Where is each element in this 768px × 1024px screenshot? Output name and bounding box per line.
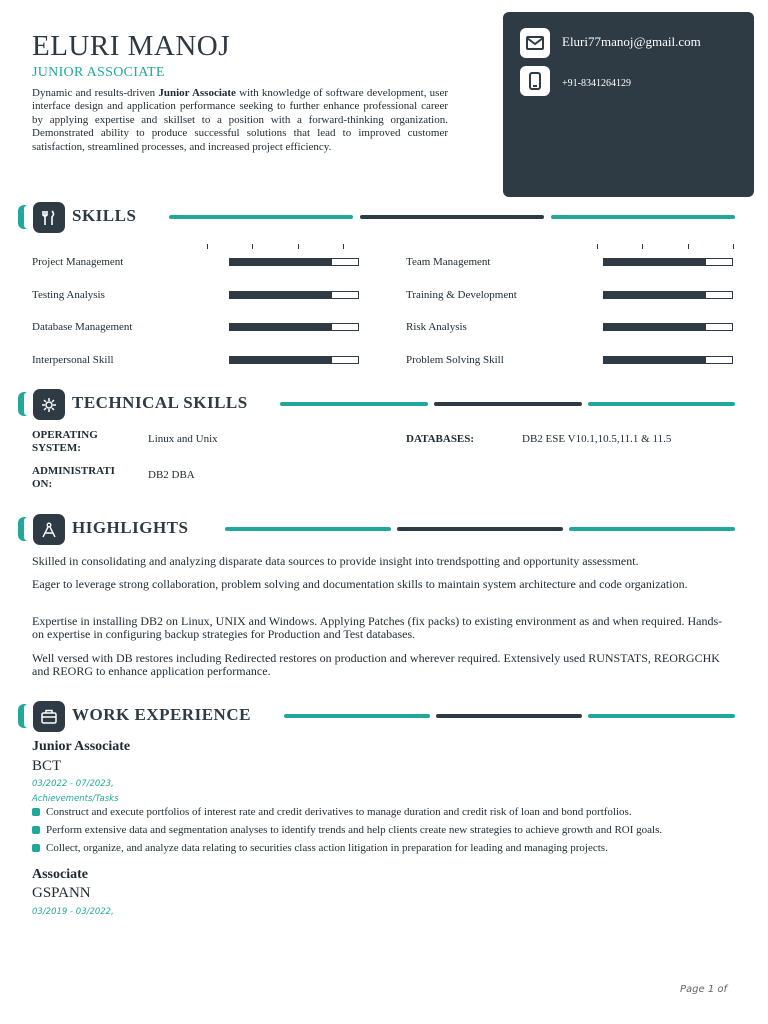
section-title-technical-skills: TECHNICAL SKILLS [72, 393, 248, 412]
skill-label: Database Management [32, 321, 133, 333]
skill-meter [603, 323, 733, 331]
skill-meter-fill [604, 324, 706, 330]
scale-tick [207, 244, 208, 249]
profile-summary [32, 87, 448, 154]
tech-value-administration: DB2 DBA [148, 469, 195, 481]
skill-meter-fill [230, 259, 332, 265]
tech-value-databases: DB2 ESE V10.1,10.5,11.1 & 11.5 [522, 433, 672, 445]
skill-label: Testing Analysis [32, 289, 105, 301]
scale-tick [642, 244, 643, 249]
candidate-role: JUNIOR ASSOCIATE [32, 65, 165, 80]
skill-meter-fill [604, 292, 706, 298]
section-rule [588, 402, 735, 406]
skill-label: Team Management [406, 256, 491, 268]
highlight-item: Skilled in consolidating and analyzing disparate data sources to provide insight into trendspotting and opportunity assessment. [32, 554, 639, 568]
skill-meter-fill [604, 357, 706, 363]
skill-meter [229, 258, 359, 266]
highlights-section-header [18, 512, 738, 546]
scale-tick [597, 244, 598, 249]
gear-icon [33, 389, 65, 420]
skill-meter [603, 258, 733, 266]
section-rule [360, 215, 544, 219]
section-rule [551, 215, 735, 219]
scale-tick [688, 244, 689, 249]
section-rule [284, 714, 430, 718]
skill-meter [229, 323, 359, 331]
phone-number[interactable]: +91-8341264129 [562, 78, 631, 89]
summary-role-emphasis: Junior Associate [158, 87, 236, 99]
tech-label-administration [32, 465, 115, 491]
skill-meter-fill [230, 357, 332, 363]
job-title: Junior Associate [32, 739, 131, 754]
company-name: BCT [32, 758, 62, 774]
candidate-name: ELURI MANOJ [32, 30, 231, 62]
scale-tick [252, 244, 253, 249]
section-rule [280, 402, 428, 406]
scale-tick [733, 244, 734, 249]
work-experience-section-header [18, 699, 738, 733]
section-rule [588, 714, 735, 718]
skill-label: Risk Analysis [406, 321, 467, 333]
highlight-item: Expertise in installing DB2 on Linux, UNIX and Windows. Applying Patches (fix packs) to existing environment as and when required. Hands-on expertise in configuring backup strategies for Production and Test databases. [32, 614, 723, 641]
highlight-item: Well versed with DB restores including Redirected restores on production and wherever required. Extensively used RUNSTATS, REORGCHK and REORG to enhance application performance. [32, 651, 720, 678]
summary-end: with knowledge of software development, user interface design and application performance seeking to further enhance professional career by applying expertise and skillset to a position with a forward-thinking organization. Demonstrated ability to produce successful solutions that lead to improved customer satisfaction, streamlined processes, and increased project efficiency. [32, 87, 449, 153]
highlight-item: Eager to leverage strong collaboration, problem solving and documentation skills to maintain system architecture and code organization. [32, 577, 688, 591]
skill-label: Problem Solving Skill [406, 354, 504, 366]
section-rule [569, 527, 735, 531]
contact-panel [503, 12, 754, 197]
job-dates: 03/2022 - 07/2023, [32, 779, 114, 789]
scale-tick [343, 244, 344, 249]
skills-section-header [18, 200, 738, 234]
skill-meter [603, 356, 733, 364]
section-rule [436, 714, 582, 718]
tech-label-admin-line2: ON: [32, 478, 53, 490]
skill-meter-fill [604, 259, 706, 265]
skill-meter [229, 291, 359, 299]
summary-start: Dynamic and results-driven [32, 87, 159, 99]
skill-meter [229, 356, 359, 364]
tech-label-admin-line1: ADMINISTRATI [32, 465, 115, 477]
skill-meter-fill [230, 324, 332, 330]
skill-label: Interpersonal Skill [32, 354, 114, 366]
email-icon [520, 28, 550, 58]
tech-label-os-line1: OPERATING [32, 429, 98, 441]
technical-skills-section-header [18, 387, 738, 421]
job-bullet: Collect, organize, and analyze data relating to securities class action litigation in preparation for leading and managing projects. [32, 842, 608, 854]
page-number: Page 1 of [680, 984, 728, 995]
section-rule [397, 527, 563, 531]
job-title: Associate [32, 867, 88, 882]
skill-label: Project Management [32, 256, 124, 268]
tech-label-databases: DATABASES: [406, 433, 475, 445]
company-name: GSPANN [32, 885, 91, 901]
section-title-highlights: HIGHLIGHTS [72, 518, 189, 537]
skill-label: Training & Development [406, 289, 517, 301]
section-rule [225, 527, 391, 531]
section-rule [434, 402, 582, 406]
job-subheading: Achievements/Tasks [32, 794, 119, 804]
email-address[interactable]: Eluri77manoj@gmail.com [562, 34, 701, 49]
tech-value-os: Linux and Unix [148, 433, 218, 445]
job-dates: 03/2019 - 03/2022, [32, 907, 114, 917]
briefcase-icon [33, 701, 65, 732]
scale-tick [298, 244, 299, 249]
section-rule [169, 215, 353, 219]
job-bullet: Construct and execute portfolios of interest rate and credit derivatives to manage duration and credit risk of loan and bond portfolios. [32, 806, 632, 818]
tech-label-os-line2: SYSTEM: [32, 442, 81, 454]
skill-meter-fill [230, 292, 332, 298]
tech-label-os [32, 429, 98, 455]
section-title-work-experience: WORK EXPERIENCE [72, 705, 251, 724]
tools-icon [33, 202, 65, 233]
skill-meter [603, 291, 733, 299]
section-title-skills: SKILLS [72, 206, 137, 225]
compass-icon [33, 514, 65, 545]
phone-icon [520, 66, 550, 96]
job-bullet: Perform extensive data and segmentation analyses to identify trends and help clients create new strategies to achieve growth and ROI goals. [32, 824, 662, 836]
